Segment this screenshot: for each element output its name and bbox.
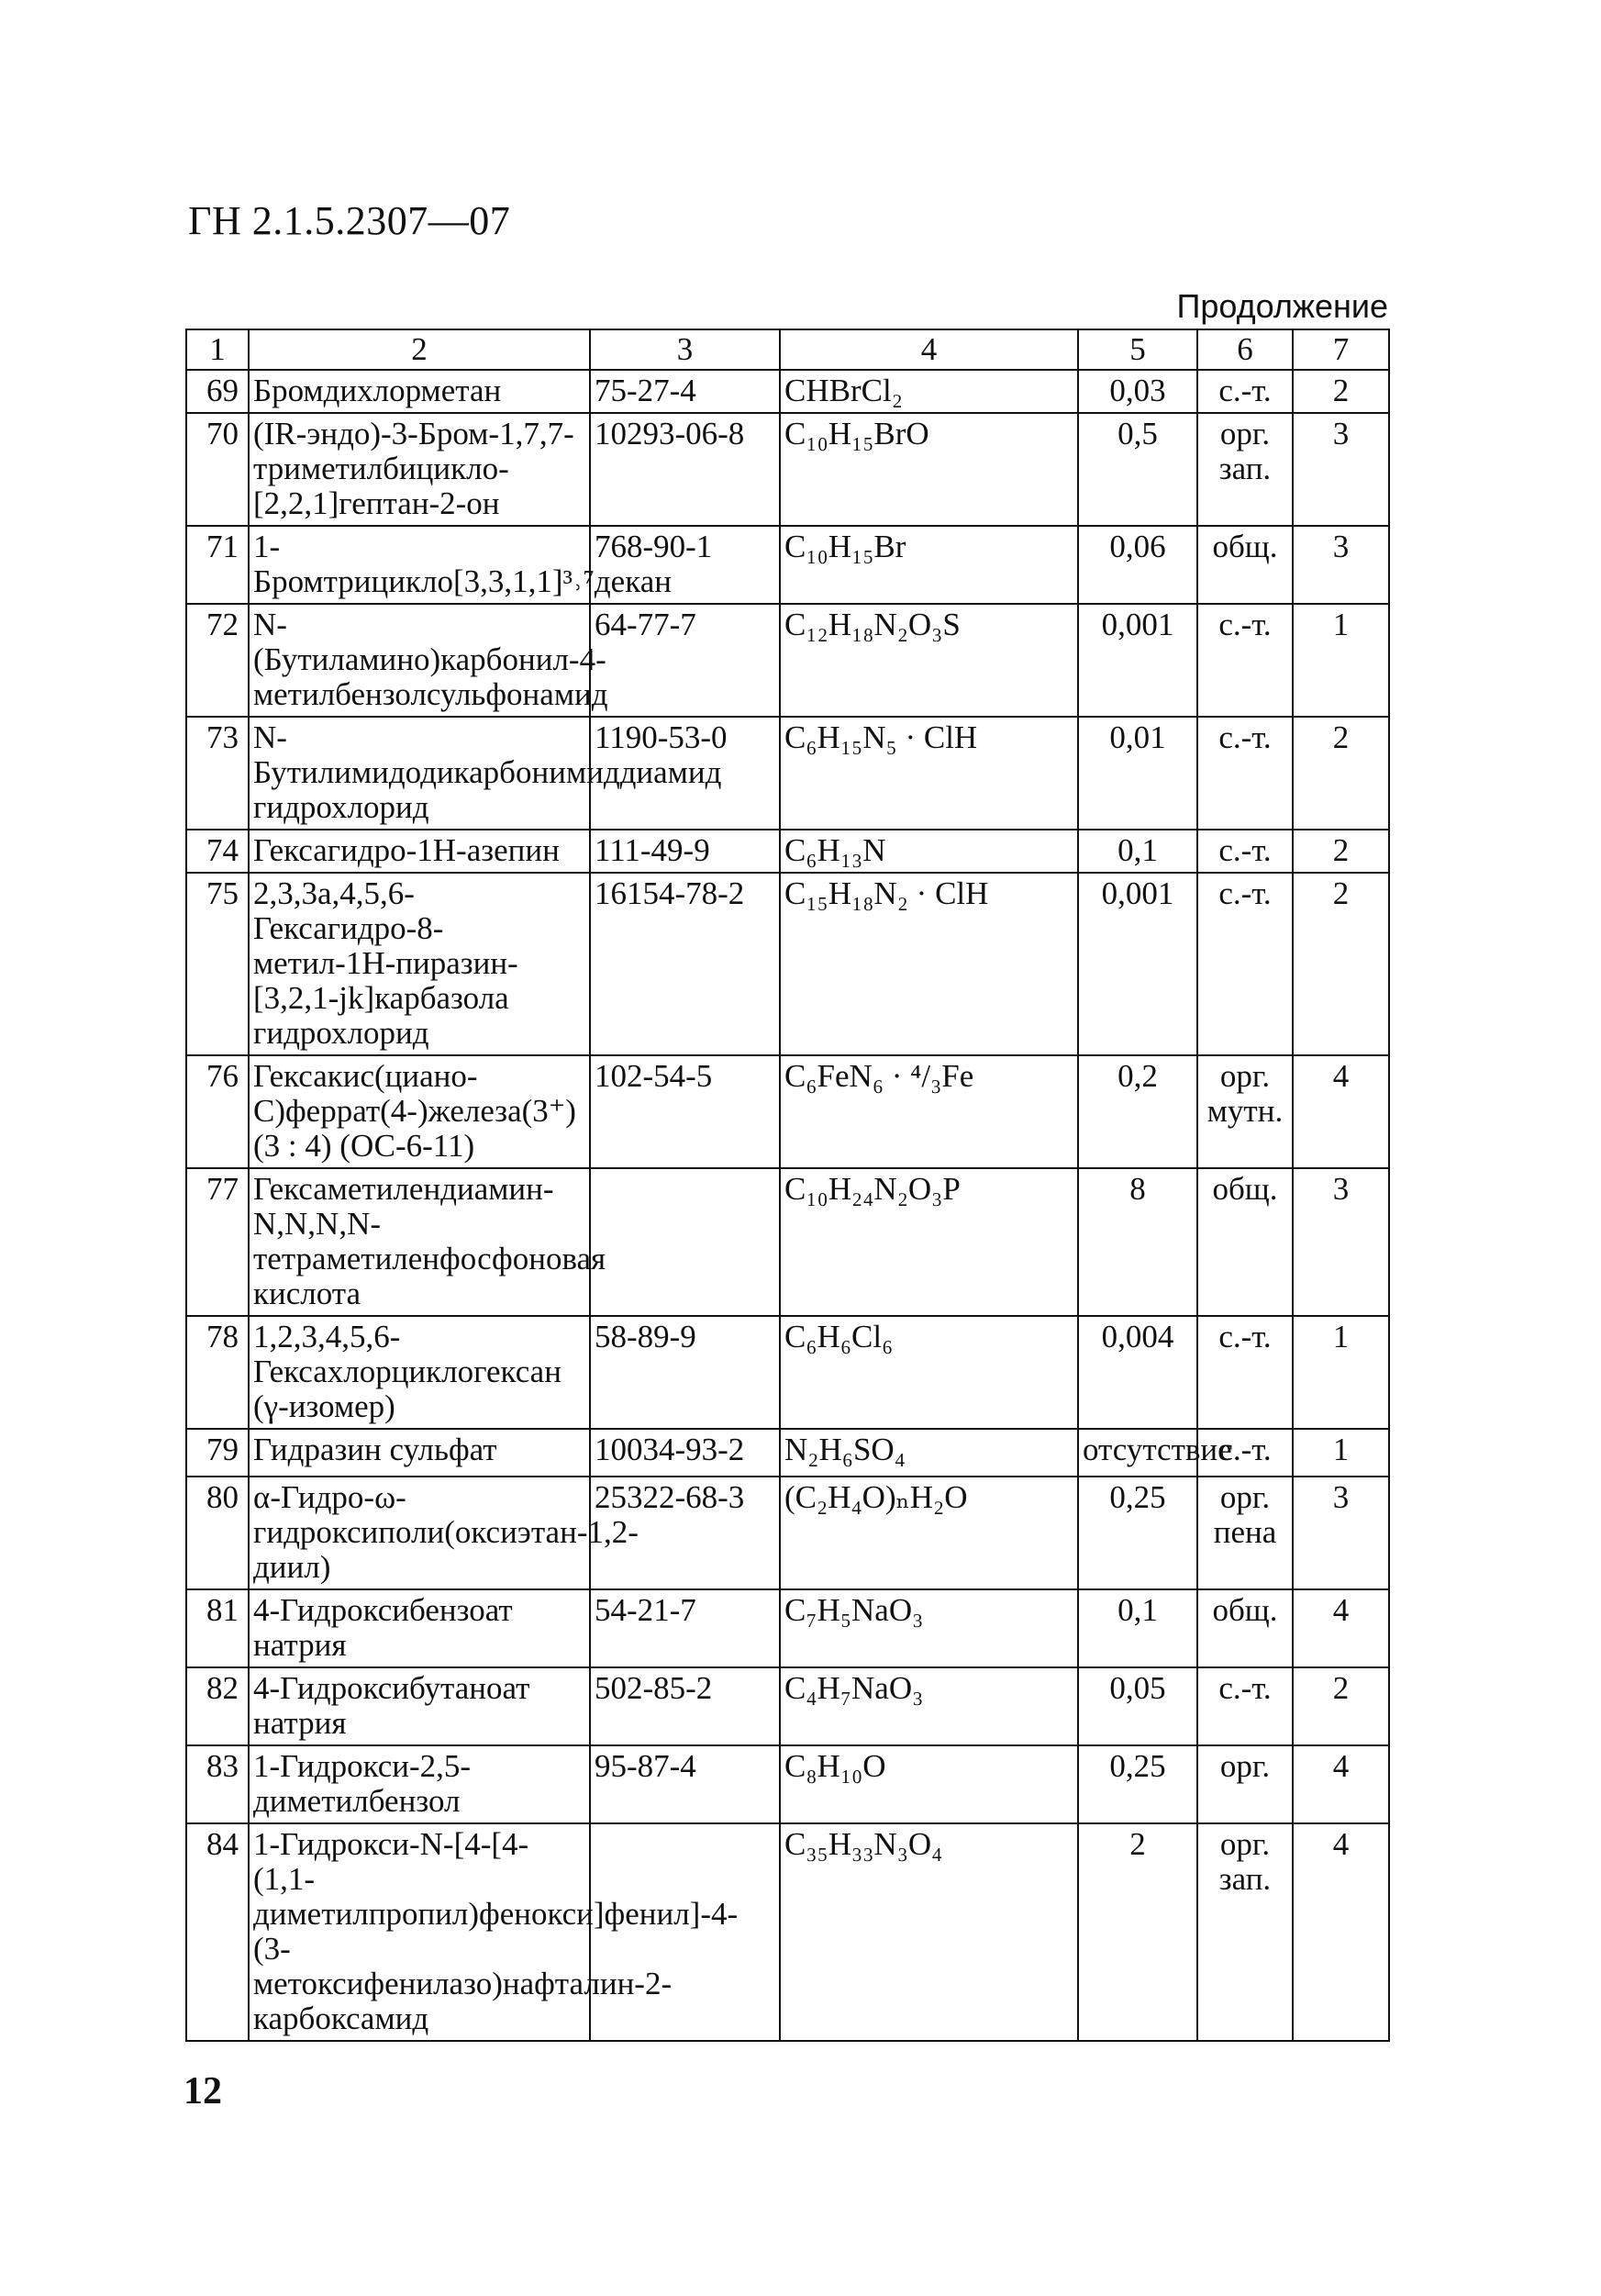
- row-number: 70: [186, 413, 249, 526]
- substance-name: 2,3,3a,4,5,6-Гексагидро-8-метил-1H-пиразин-[3,2,1-jk]карбазола гидрохлорид: [249, 873, 590, 1055]
- substance-name: 1-Гидрокси-2,5-диметилбензол: [249, 1745, 590, 1823]
- substance-name: Гексагидро-1H-азепин: [249, 830, 590, 873]
- cas-number: 111-49-9: [590, 830, 780, 873]
- row-number: 77: [186, 1168, 249, 1316]
- chemical-formula: C₄H₇NaO₃: [780, 1667, 1078, 1745]
- limit-value: 0,25: [1078, 1477, 1197, 1589]
- limit-value: 0,5: [1078, 413, 1197, 526]
- chemical-formula: C₃₅H₃₃N₃O₄: [780, 1823, 1078, 2041]
- chemical-formula: (C₂H₄O)ₙH₂O: [780, 1477, 1078, 1589]
- substance-name: α-Гидро-ω-гидроксиполи(оксиэтан-1,2-диил): [249, 1477, 590, 1589]
- table-row: [186, 1055, 1389, 1168]
- limit-value: 0,03: [1078, 370, 1197, 413]
- table-row: [186, 1589, 1389, 1667]
- substance-name: Гексаметилендиамин-N,N,N,N-тетраметиленфосфоновая кислота: [249, 1168, 590, 1316]
- hazard-class: 4: [1293, 1745, 1389, 1823]
- chemical-formula: C₁₀H₁₅BrO: [780, 413, 1078, 526]
- row-number: 75: [186, 873, 249, 1055]
- table-row: [186, 526, 1389, 604]
- substance-name: N-(Бутиламино)карбонил-4-метилбензолсульфонамид: [249, 604, 590, 717]
- hazard-indicator: с.-т.: [1197, 830, 1293, 873]
- hazard-class: 1: [1293, 1429, 1389, 1477]
- hazard-class: 3: [1293, 526, 1389, 604]
- row-number: 79: [186, 1429, 249, 1477]
- hazard-indicator: с.-т.: [1197, 717, 1293, 830]
- chemical-formula: C₈H₁₀O: [780, 1745, 1078, 1823]
- hazard-class: 4: [1293, 1823, 1389, 2041]
- chemical-formula: C₆H₁₃N: [780, 830, 1078, 873]
- limit-value: 0,001: [1078, 873, 1197, 1055]
- cas-number: 1190-53-0: [590, 717, 780, 830]
- row-number: 84: [186, 1823, 249, 2041]
- cas-number: 10034-93-2: [590, 1429, 780, 1477]
- chemical-formula: C₁₂H₁₈N₂O₃S: [780, 604, 1078, 717]
- table-row: [186, 830, 1389, 873]
- row-number: 72: [186, 604, 249, 717]
- limit-value: 0,05: [1078, 1667, 1197, 1745]
- table-row: [186, 370, 1389, 413]
- table-row: [186, 1477, 1389, 1589]
- hazard-class: 3: [1293, 1477, 1389, 1589]
- hazard-class: 1: [1293, 604, 1389, 717]
- hazard-class: 3: [1293, 1168, 1389, 1316]
- hazard-indicator: орг. зап.: [1197, 1823, 1293, 2041]
- limit-value: 0,1: [1078, 1589, 1197, 1667]
- column-header: 4: [780, 329, 1078, 370]
- hazard-class: 2: [1293, 370, 1389, 413]
- hazard-class: 4: [1293, 1589, 1389, 1667]
- row-number: 76: [186, 1055, 249, 1168]
- hazard-indicator: с.-т.: [1197, 370, 1293, 413]
- cas-number: 95-87-4: [590, 1745, 780, 1823]
- chemical-formula: C₇H₅NaO₃: [780, 1589, 1078, 1667]
- substance-name: 1-Гидрокси-N-[4-[4-(1,1-диметилпропил)фенокси]фенил]-4-(3-метоксифенилазо)нафталин-2-карбоксамид: [249, 1823, 590, 2041]
- hazard-class: 3: [1293, 413, 1389, 526]
- chemical-formula: N₂H₆SO₄: [780, 1429, 1078, 1477]
- row-number: 71: [186, 526, 249, 604]
- substance-name: Гидразин сульфат: [249, 1429, 590, 1477]
- row-number: 69: [186, 370, 249, 413]
- substance-name: 1,2,3,4,5,6-Гексахлорциклогексан (γ-изомер): [249, 1316, 590, 1429]
- chemical-formula: CHBrCl₂: [780, 370, 1078, 413]
- chemical-formula: C₁₅H₁₈N₂ · ClH: [780, 873, 1078, 1055]
- row-number: 73: [186, 717, 249, 830]
- table-row: [186, 604, 1389, 717]
- hazard-indicator: орг. пена: [1197, 1477, 1293, 1589]
- chemical-formula: C₆H₁₅N₅ · ClH: [780, 717, 1078, 830]
- chemical-formula: C₁₀H₁₅Br: [780, 526, 1078, 604]
- table-row: [186, 717, 1389, 830]
- hazard-class: 1: [1293, 1316, 1389, 1429]
- table-row: [186, 1316, 1389, 1429]
- substance-name: N-Бутилимидодикарбонимиддиамид гидрохлорид: [249, 717, 590, 830]
- substance-name: 4-Гидроксибутаноат натрия: [249, 1667, 590, 1745]
- continuation-label: Продолжение: [1176, 287, 1388, 325]
- row-number: 74: [186, 830, 249, 873]
- column-header: 7: [1293, 329, 1389, 370]
- chemical-formula: C₆H₆Cl₆: [780, 1316, 1078, 1429]
- row-number: 83: [186, 1745, 249, 1823]
- substance-name: Гексакис(циано-C)феррат(4-)железа(3⁺) (3 : 4) (ОС-6-11): [249, 1055, 590, 1168]
- limit-value: 2: [1078, 1823, 1197, 2041]
- hazard-indicator: с.-т.: [1197, 873, 1293, 1055]
- table-row: [186, 1745, 1389, 1823]
- limit-value: 0,2: [1078, 1055, 1197, 1168]
- document-code: ГН 2.1.5.2307—07: [188, 198, 511, 243]
- row-number: 78: [186, 1316, 249, 1429]
- column-header: 1: [186, 329, 249, 370]
- substance-name: 1-Бромтрицикло[3,3,1,1]³˒⁷декан: [249, 526, 590, 604]
- cas-number: 16154-78-2: [590, 873, 780, 1055]
- cas-number: 54-21-7: [590, 1589, 780, 1667]
- hazard-indicator: орг. мутн.: [1197, 1055, 1293, 1168]
- cas-number: 75-27-4: [590, 370, 780, 413]
- hazard-class: 2: [1293, 830, 1389, 873]
- hazard-indicator: с.-т.: [1197, 1429, 1293, 1477]
- substance-name: (IR-эндо)-3-Бром-1,7,7-триметилбицикло-[2,2,1]гептан-2-он: [249, 413, 590, 526]
- hazard-indicator: общ.: [1197, 526, 1293, 604]
- limit-value: 0,001: [1078, 604, 1197, 717]
- row-number: 82: [186, 1667, 249, 1745]
- table-row: [186, 873, 1389, 1055]
- hazard-indicator: с.-т.: [1197, 604, 1293, 717]
- limit-value: 0,01: [1078, 717, 1197, 830]
- hazard-class: 2: [1293, 873, 1389, 1055]
- hazard-class: 4: [1293, 1055, 1389, 1168]
- table-header-row: [186, 329, 1389, 370]
- cas-number: 102-54-5: [590, 1055, 780, 1168]
- hazard-indicator: общ.: [1197, 1589, 1293, 1667]
- table-row: [186, 1823, 1389, 2041]
- column-header: 6: [1197, 329, 1293, 370]
- cas-number: [590, 1168, 780, 1316]
- column-header: 5: [1078, 329, 1197, 370]
- chemical-formula: C₁₀H₂₄N₂O₃P: [780, 1168, 1078, 1316]
- table-row: [186, 413, 1389, 526]
- row-number: 81: [186, 1589, 249, 1667]
- hazard-class: 2: [1293, 1667, 1389, 1745]
- table-row: [186, 1168, 1389, 1316]
- cas-number: 502-85-2: [590, 1667, 780, 1745]
- column-header: 3: [590, 329, 780, 370]
- cas-number: 25322-68-3: [590, 1477, 780, 1589]
- hazard-class: 2: [1293, 717, 1389, 830]
- cas-number: 768-90-1: [590, 526, 780, 604]
- table-row: [186, 1429, 1389, 1477]
- substance-name: Бромдихлорметан: [249, 370, 590, 413]
- hazard-indicator: орг.: [1197, 1745, 1293, 1823]
- cas-number: 10293-06-8: [590, 413, 780, 526]
- limit-value: 8: [1078, 1168, 1197, 1316]
- limit-value: 0,06: [1078, 526, 1197, 604]
- limit-value: отсутствие: [1078, 1429, 1197, 1477]
- cas-number: [590, 1823, 780, 2041]
- chemical-formula: C₆FeN₆ · ⁴/₃Fe: [780, 1055, 1078, 1168]
- cas-number: 64-77-7: [590, 604, 780, 717]
- hazard-indicator: с.-т.: [1197, 1667, 1293, 1745]
- column-header: 2: [249, 329, 590, 370]
- hazard-indicator: орг. зап.: [1197, 413, 1293, 526]
- hazard-indicator: с.-т.: [1197, 1316, 1293, 1429]
- cas-number: 58-89-9: [590, 1316, 780, 1429]
- limit-value: 0,1: [1078, 830, 1197, 873]
- limit-value: 0,004: [1078, 1316, 1197, 1429]
- row-number: 80: [186, 1477, 249, 1589]
- page-number: 12: [183, 2070, 222, 2112]
- substance-name: 4-Гидроксибензоат натрия: [249, 1589, 590, 1667]
- substances-table: [185, 329, 1390, 2042]
- table-row: [186, 1667, 1389, 1745]
- hazard-indicator: общ.: [1197, 1168, 1293, 1316]
- limit-value: 0,25: [1078, 1745, 1197, 1823]
